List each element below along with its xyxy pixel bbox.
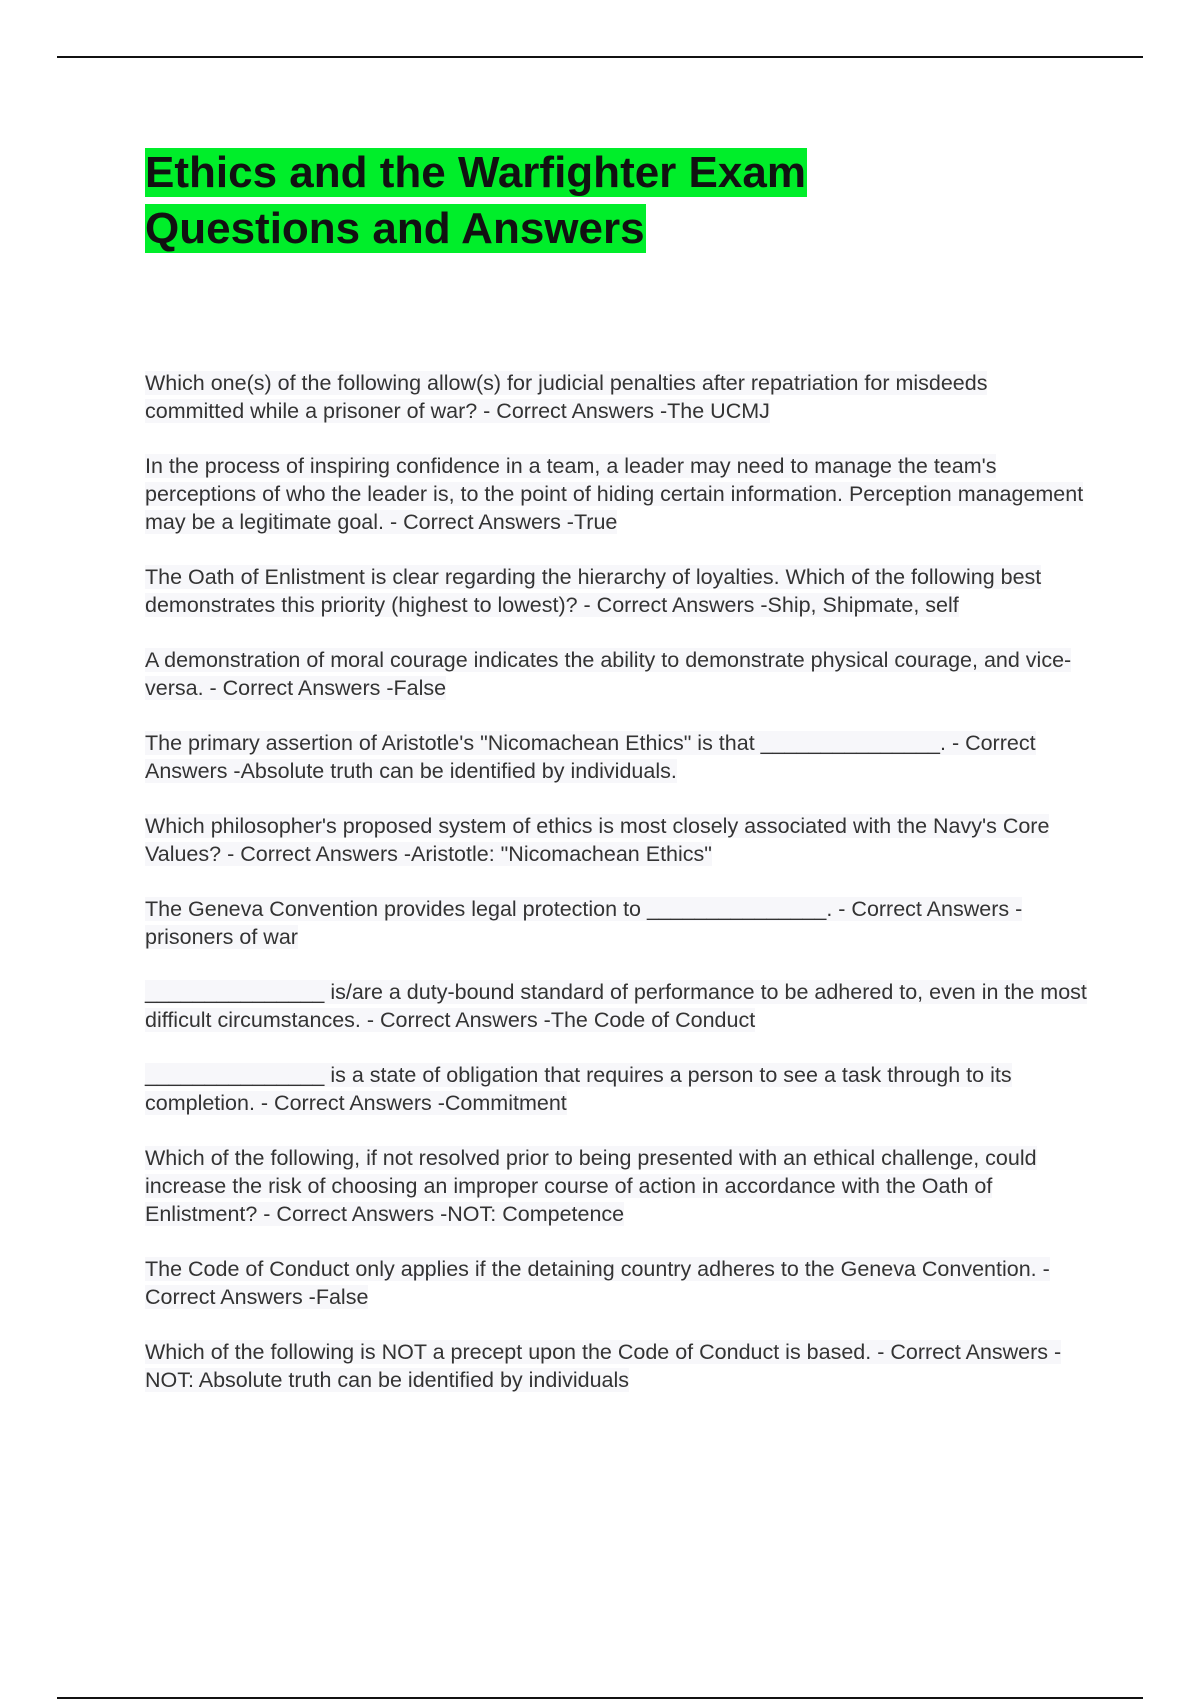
title-line-1: Ethics and the Warfighter Exam [145,148,806,197]
qa-item: Which philosopher's proposed system of ethics is most closely associated with the Navy's Core Values? - Correct Answers -Aristotle: "Nicomachean Ethics" [145,814,1050,866]
qa-item: The Oath of Enlistment is clear regarding the hierarchy of loyalties. Which of the following best demonstrates this priority (highest to lowest)? - Correct Answers -Ship, Shipmate, self [145,565,1042,617]
qa-item: The primary assertion of Aristotle's "Nicomachean Ethics" is that _______________. - Correct Answers -Absolute truth can be identified by individuals. [145,731,1036,783]
title-line-2: Questions and Answers [145,204,645,253]
document-body [145,145,1090,1421]
qa-item: _______________ is/are a duty-bound standard of performance to be adhered to, even in the most difficult circumstances. - Correct Answers -The Code of Conduct [145,980,1087,1032]
qa-item: A demonstration of moral courage indicates the ability to demonstrate physical courage, and vice-versa. - Correct Answers -False [145,648,1072,700]
qa-item: _______________ is a state of obligation that requires a person to see a task through to its completion. - Correct Answers -Commitment [145,1063,1012,1115]
qa-list [145,369,1090,1394]
header-rule [57,56,1143,58]
qa-item: In the process of inspiring confidence in a team, a leader may need to manage the team's perceptions of who the leader is, to the point of hiding certain information. Perception management may be a legitimate goal. - Correct Answers -True [145,454,1084,534]
qa-item: Which of the following is NOT a precept upon the Code of Conduct is based. - Correct Answers -NOT: Absolute truth can be identified by individuals [145,1340,1062,1392]
qa-item: The Geneva Convention provides legal protection to _______________. - Correct Answers -prisoners of war [145,897,1023,949]
qa-item: The Code of Conduct only applies if the detaining country adheres to the Geneva Convention. - Correct Answers -False [145,1257,1050,1309]
footer-rule [57,1697,1143,1699]
qa-item: Which of the following, if not resolved prior to being presented with an ethical challenge, could increase the risk of choosing an improper course of action in accordance with the Oath of Enlistment? - Correct Answers -NOT: Competence [145,1146,1037,1226]
qa-item: Which one(s) of the following allow(s) for judicial penalties after repatriation for misdeeds committed while a prisoner of war? - Correct Answers -The UCMJ [145,371,988,423]
document-title [145,145,1090,257]
